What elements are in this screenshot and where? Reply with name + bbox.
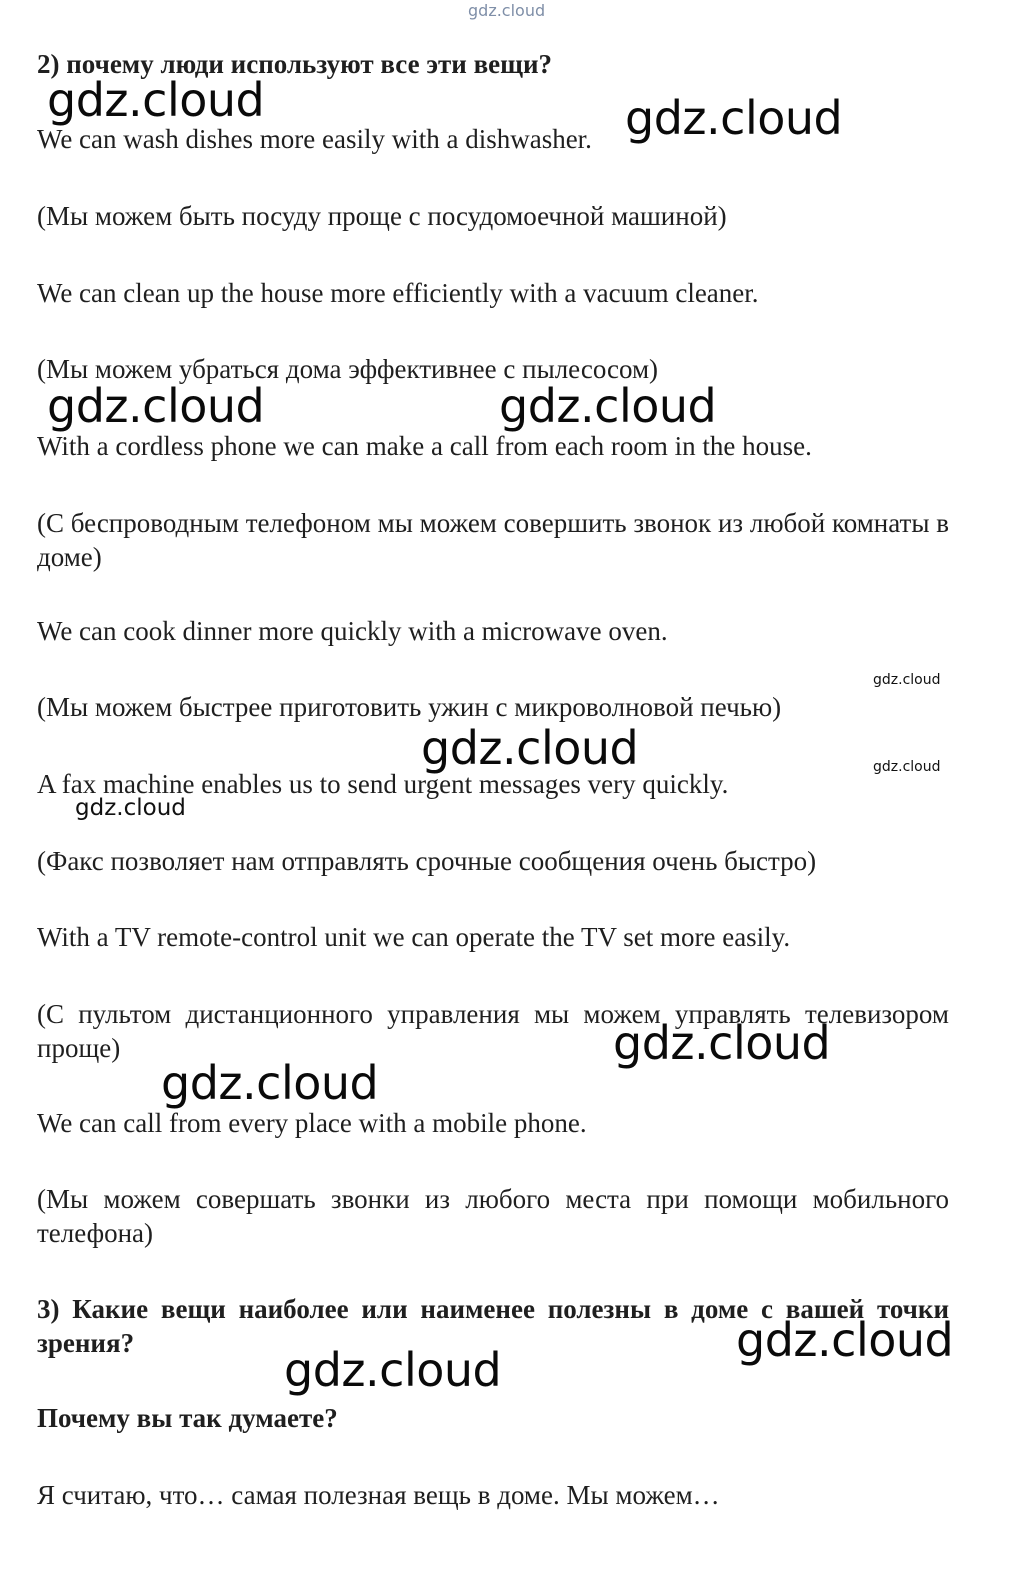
answer-en-cordless-phone: With a cordless phone we can make a call from each room in the house. xyxy=(37,431,812,461)
watermark: gdz.cloud xyxy=(47,379,265,433)
section-3-heading: 3) Какие вещи наиболее или наименее полезны в доме с вашей точки зрения? xyxy=(37,1294,949,1358)
watermark: gdz.cloud xyxy=(736,1313,954,1367)
answer-en-tv-remote: With a TV remote-control unit we can operate the TV set more easily. xyxy=(37,922,791,952)
answer-en-mobile-phone: We can call from every place with a mobile phone. xyxy=(37,1108,587,1138)
answer-ru-dishwasher: (Мы можем быть посуду проще с посудомоечной машиной) xyxy=(37,201,727,231)
answer-ru-mobile-phone: (Мы можем совершать звонки из любого места при помощи мобильного телефона) xyxy=(37,1184,949,1248)
watermark: gdz.cloud xyxy=(284,1343,502,1397)
answer-ru-microwave-oven: (Мы можем быстрее приготовить ужин с микроволновой печью) xyxy=(37,692,782,722)
answer-ru-cordless-phone: (С беспроводным телефоном мы можем совершить звонок из любой комнаты в доме) xyxy=(37,508,949,572)
answer-ru-fax-machine: (Факс позволяет нам отправлять срочные сообщения очень быстро) xyxy=(37,846,817,876)
watermark: gdz.cloud xyxy=(873,759,941,775)
watermark: gdz.cloud xyxy=(625,91,843,145)
watermark: gdz.cloud xyxy=(47,73,265,127)
watermark: gdz.cloud xyxy=(75,795,186,821)
section-3-answer: Я считаю, что… самая полезная вещь в доме. Мы можем… xyxy=(37,1480,720,1510)
watermark: gdz.cloud xyxy=(161,1056,379,1110)
watermark: gdz.cloud xyxy=(873,672,941,688)
answer-ru-tv-remote: (С пультом дистанционного управления мы можем управлять телевизором проще) xyxy=(37,999,949,1063)
section-2-heading: 2) почему люди используют все эти вещи? xyxy=(37,49,553,79)
answer-en-dishwasher: We can wash dishes more easily with a dishwasher. xyxy=(37,124,592,154)
watermark: gdz.cloud xyxy=(421,721,639,775)
watermark-top: gdz.cloud xyxy=(468,1,546,20)
watermark: gdz.cloud xyxy=(613,1016,831,1070)
watermark: gdz.cloud xyxy=(499,379,717,433)
answer-en-vacuum-cleaner: We can clean up the house more efficiently with a vacuum cleaner. xyxy=(37,278,759,308)
answer-en-fax-machine: A fax machine enables us to send urgent messages very quickly. xyxy=(37,769,729,799)
answer-en-microwave-oven: We can cook dinner more quickly with a microwave oven. xyxy=(37,616,668,646)
answer-ru-vacuum-cleaner: (Мы можем убраться дома эффективнее с пылесосом) xyxy=(37,354,659,384)
section-3-subheading: Почему вы так думаете? xyxy=(37,1403,338,1433)
